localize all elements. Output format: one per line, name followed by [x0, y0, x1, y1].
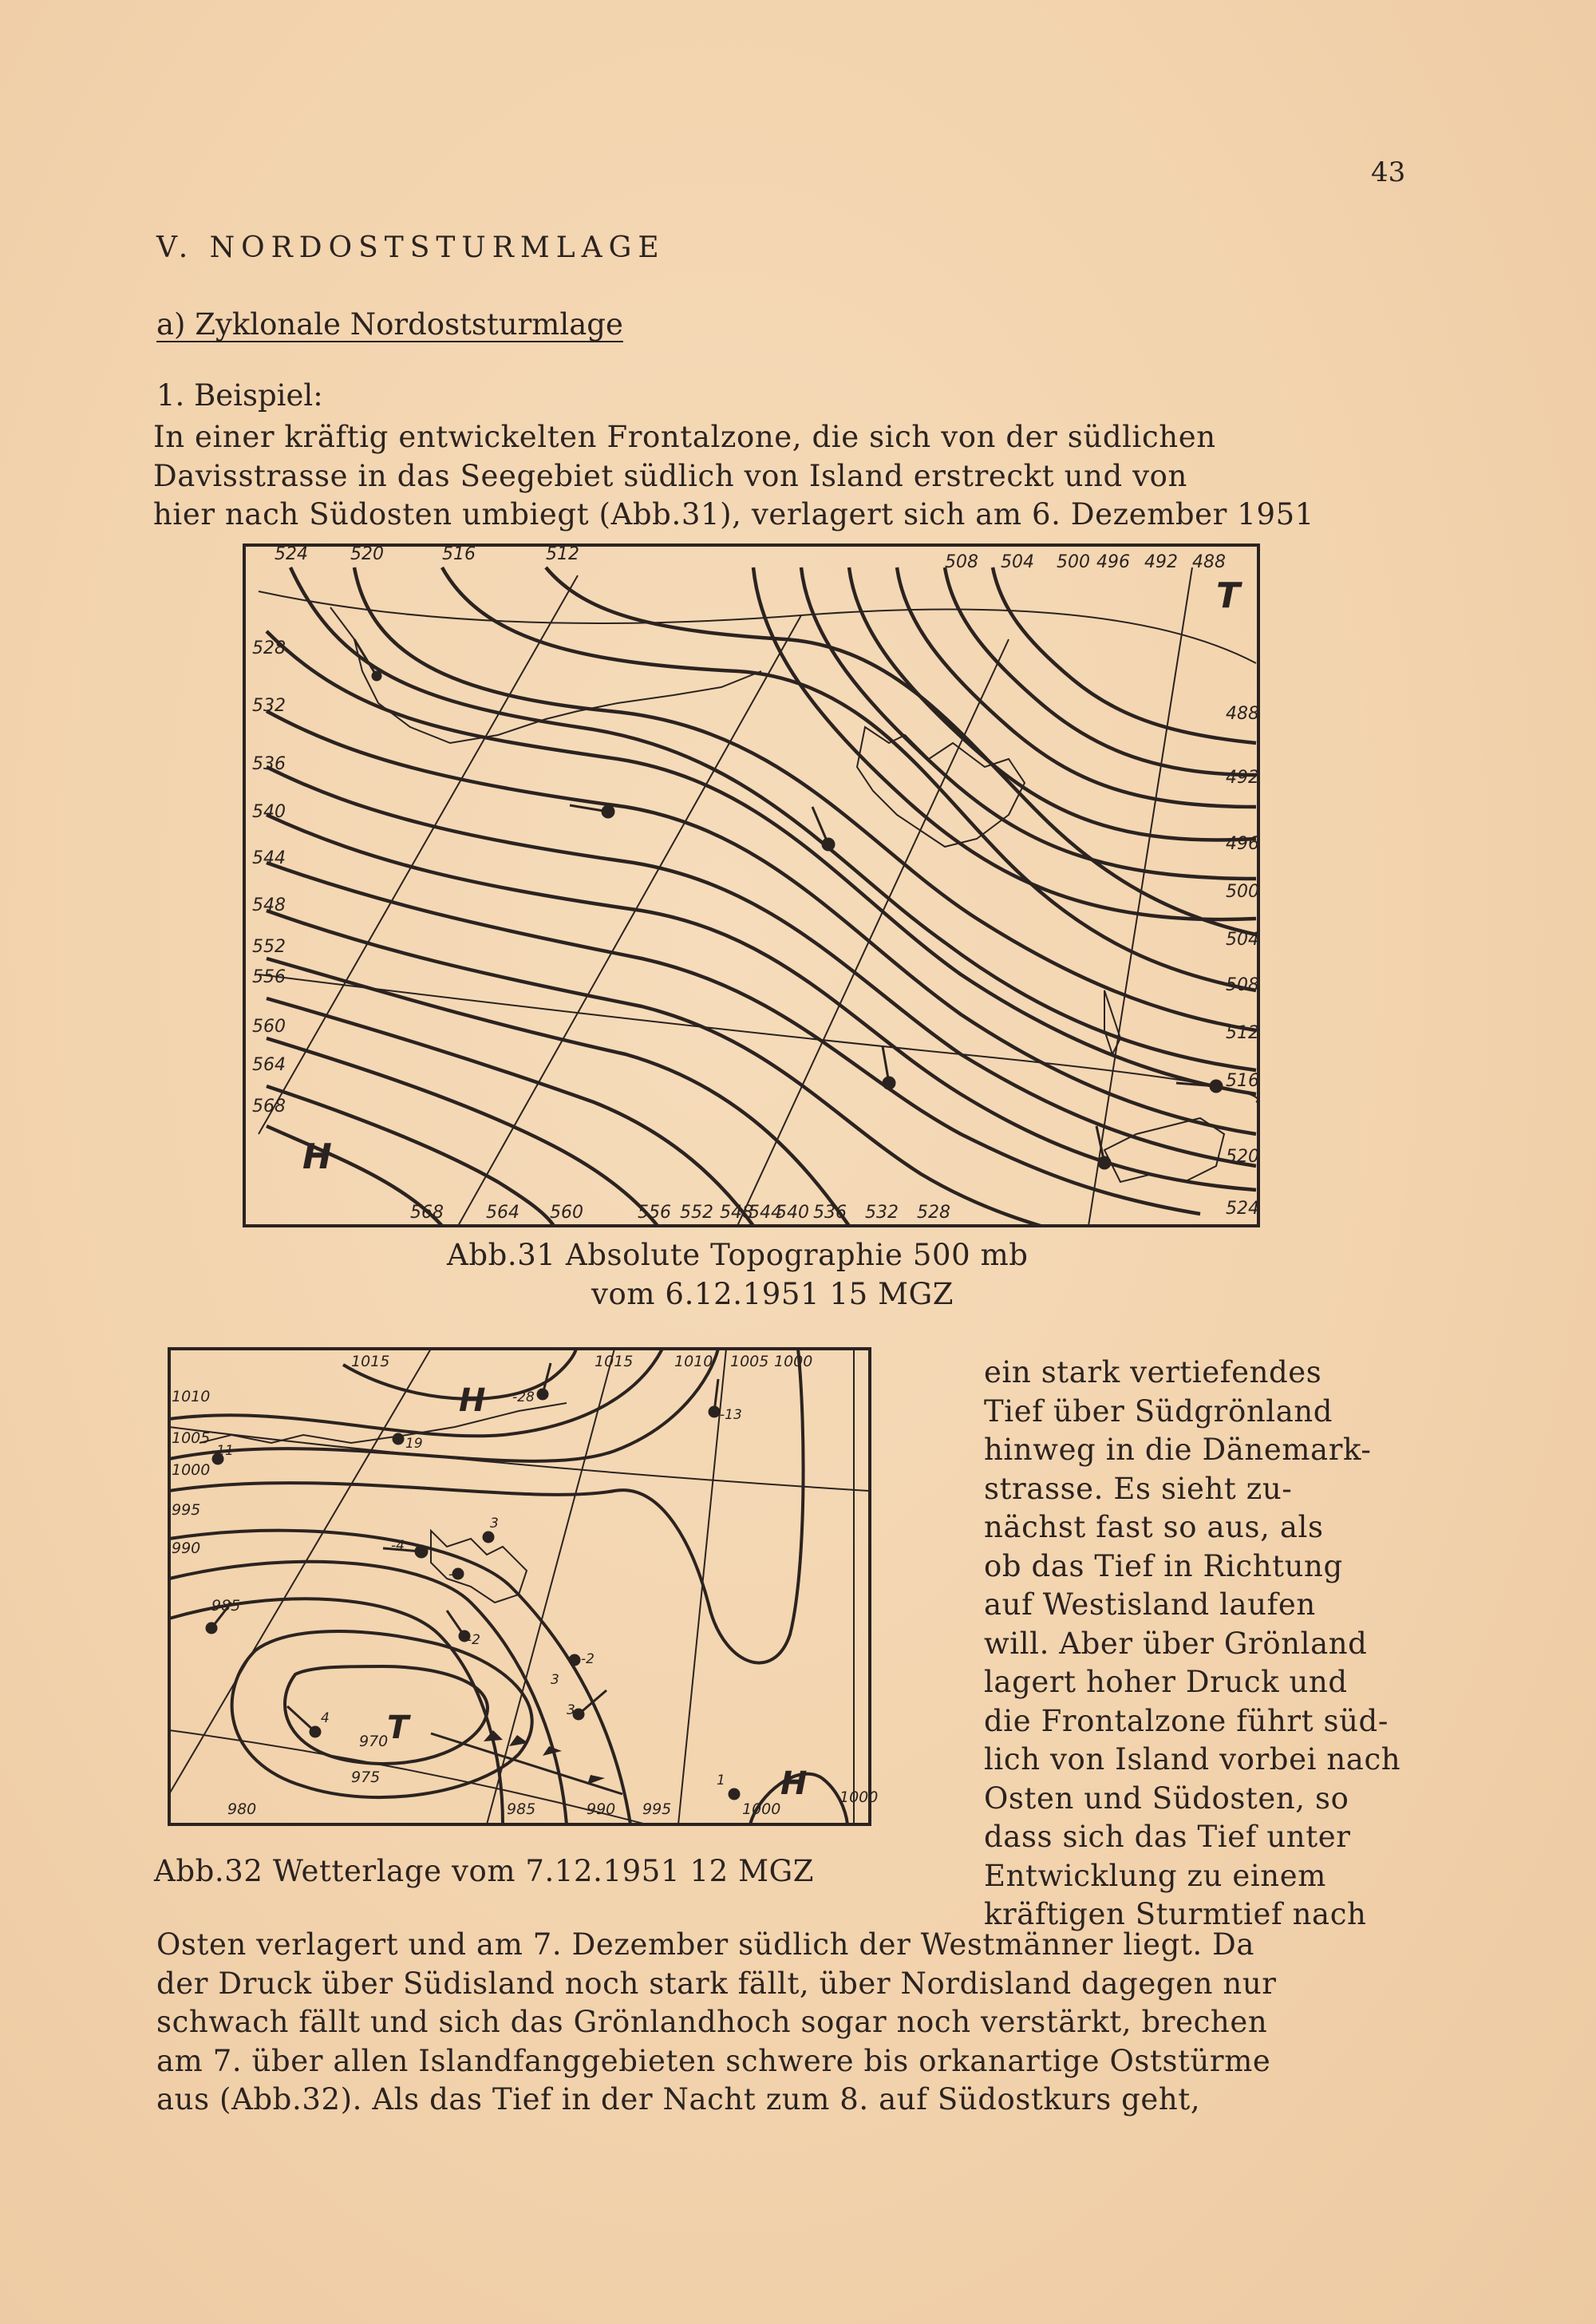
fig32-isobar-label: 1000	[172, 1461, 211, 1479]
fig31-contour-label: 528	[917, 1203, 950, 1223]
paragraph-2-line: auf Westisland laufen	[984, 1587, 1316, 1622]
fig32-isobar-label: 975	[351, 1769, 381, 1786]
fig32-isobar-label: 1005	[730, 1353, 769, 1370]
fig32-isobar-label: 1010	[172, 1388, 211, 1405]
fig31-contour-label: 492	[1144, 552, 1178, 572]
fig32-isobar-label: 1015	[351, 1353, 390, 1370]
fig31-contour-label: 508	[945, 552, 978, 572]
fig31-contour-label: 568	[252, 1097, 286, 1117]
fig32-isobar-label: 1010	[674, 1353, 713, 1370]
fig31-contour-label: 516	[442, 544, 476, 564]
fig32-isobar-label: 980	[227, 1800, 257, 1818]
figure-31-map	[243, 543, 1260, 1227]
fig31-contour-label: 500	[1226, 882, 1259, 902]
fig31-contour-label: 520	[350, 544, 384, 564]
paragraph-2-line: will. Aber über Grönland	[984, 1626, 1368, 1661]
fig32-high-label-south: H	[780, 1765, 808, 1802]
figure-31-caption-line-1: Abb.31 Absolute Topographie 500 mb	[447, 1238, 1029, 1272]
fig32-isobar-label: 995	[172, 1501, 201, 1519]
fig32-isobar-label: 990	[587, 1800, 616, 1818]
fig31-contour-label: 512	[1226, 1023, 1259, 1043]
fig32-station-value: 3	[567, 1702, 575, 1718]
fig32-station-value: -4	[448, 1567, 462, 1583]
fig32-high-label-north: H	[459, 1382, 486, 1419]
fig31-contour-label: 512	[546, 544, 579, 564]
fig31-high-label: H	[302, 1136, 332, 1177]
fig31-contour-label: 516	[1226, 1071, 1259, 1091]
fig31-contour-label: 524	[275, 544, 308, 564]
fig31-contour-label: 552	[680, 1203, 713, 1223]
paragraph-2-line: hinweg in die Dänemark-	[984, 1433, 1372, 1467]
section-title-text: a) Zyklonale Nordoststurmlage	[156, 307, 623, 342]
fig31-contour-label: 564	[252, 1055, 286, 1075]
fig32-station-value: 19	[405, 1436, 423, 1452]
paragraph-2-line: nächst fast so aus, als	[984, 1510, 1324, 1544]
fig31-contour-label: 496	[1096, 552, 1130, 572]
paragraph-2-line: ob das Tief in Richtung	[984, 1548, 1343, 1583]
paragraph-2-line: dass sich das Tief unter	[984, 1820, 1351, 1854]
paragraph-2-line: kräftigen Sturmtief nach	[984, 1897, 1367, 1931]
fig31-contour-label: 504	[1226, 930, 1259, 950]
fig32-isobar-label: 1005	[172, 1429, 211, 1447]
fig31-low-label: T	[1216, 575, 1241, 616]
fig32-low-label: T	[387, 1709, 409, 1746]
fig32-isobar-label: 985	[507, 1800, 536, 1818]
paragraph-2-line: ein stark vertiefendes	[984, 1355, 1322, 1389]
fig31-contour-label: 504	[1001, 552, 1034, 572]
paragraph-1-line: Davisstrasse in das Seegebiet südlich von Island erstreckt und von	[153, 458, 1187, 493]
paragraph-1	[153, 418, 1430, 535]
fig32-station-value: -13	[720, 1407, 742, 1423]
fig31-contour-label: 528	[252, 638, 286, 658]
figure-31-caption-line-2: vom 6.12.1951 15 MGZ	[591, 1277, 954, 1311]
fig31-contour-label: 520	[1226, 1147, 1259, 1167]
paragraph-3-line: am 7. über allen Islandfanggebieten schwere bis orkanartige Oststürme	[156, 2043, 1271, 2078]
fig31-contour-label: 556	[638, 1203, 671, 1223]
fig31-contour-label: 488	[1226, 704, 1259, 724]
paragraph-2-line: Entwicklung zu einem	[984, 1858, 1326, 1893]
paragraph-2-line: Osten und Südosten, so	[984, 1781, 1349, 1816]
fig31-contour-label: 548	[720, 1203, 753, 1223]
fig32-station-value: -4	[391, 1538, 405, 1554]
fig32-station-value: 3	[490, 1516, 499, 1532]
fig31-contour-label: 492	[1226, 768, 1259, 788]
fig31-contour-label: 536	[252, 754, 286, 774]
paragraph-1-line: In einer kräftig entwickelten Frontalzone, die sich von der südlichen	[153, 420, 1216, 454]
fig32-isobar-label: 1000	[774, 1353, 813, 1370]
fig31-contour-label: 560	[550, 1203, 583, 1223]
paragraph-3	[156, 1926, 1433, 2120]
fig31-contour-label: 568	[410, 1203, 444, 1223]
fig31-contour-label: 564	[486, 1203, 519, 1223]
fig32-isobar-label: 995	[642, 1800, 672, 1818]
fig31-contour-label: 488	[1192, 552, 1226, 572]
fig31-contour-label: 556	[252, 967, 286, 987]
fig32-station-value: -28	[512, 1389, 535, 1405]
paragraph-2-line: strasse. Es sieht zu-	[984, 1471, 1293, 1506]
fig31-contour-label: 536	[813, 1203, 847, 1223]
fig31-contour-label: 540	[776, 1203, 809, 1223]
paragraph-2-line: lich von Island vorbei nach	[984, 1742, 1401, 1777]
paragraph-3-line: schwach fällt und sich das Grönlandhoch sogar noch verstärkt, brechen	[156, 2005, 1268, 2039]
fig32-isobar-label: 990	[172, 1539, 201, 1557]
paragraph-2	[984, 1354, 1447, 1935]
fig31-contour-label: 540	[252, 802, 286, 822]
fig32-isobar-label: 1015	[595, 1353, 634, 1370]
example-label: 1. Beispiel:	[156, 378, 323, 413]
fig31-contour-label: 560	[252, 1017, 286, 1037]
paragraph-3-line: der Druck über Südisland noch stark fällt, über Nordisland dagegen nur	[156, 1966, 1277, 2001]
chapter-title: V. NORDOSTSTURMLAGE	[156, 231, 666, 264]
fig32-isobar-label: 1000	[839, 1788, 879, 1806]
paragraph-2-line: die Frontalzone führt süd-	[984, 1703, 1389, 1738]
fig32-station-value: 3	[551, 1672, 559, 1688]
fig32-station-value: -2	[581, 1651, 595, 1667]
fig31-contour-label: 552	[252, 937, 286, 957]
paragraph-3-line: aus (Abb.32). Als das Tief in der Nacht zum 8. auf Südostkurs geht,	[156, 2082, 1201, 2116]
figure-32-map	[168, 1347, 879, 1826]
fig31-contour-label: 508	[1226, 975, 1259, 995]
fig31-contour-label: 496	[1226, 834, 1259, 854]
fig31-contour-label: 500	[1057, 552, 1090, 572]
fig31-contour-label: 532	[865, 1203, 899, 1223]
paragraph-2-line: Tief über Südgrönland	[984, 1393, 1333, 1429]
fig32-station-value: -2	[467, 1632, 480, 1648]
fig31-contour-label: 544	[749, 1203, 782, 1223]
paragraph-3-line: Osten verlagert und am 7. Dezember südlich der Westmänner liegt. Da	[156, 1927, 1255, 1962]
figure-32-caption: Abb.32 Wetterlage vom 7.12.1951 12 MGZ	[154, 1854, 815, 1888]
fig31-contour-label: 532	[252, 696, 286, 716]
fig32-station-value: -11	[211, 1443, 234, 1459]
paragraph-2-line: lagert hoher Druck und	[984, 1665, 1348, 1699]
fig32-station-value: 4	[321, 1710, 330, 1726]
page-number: 43	[1371, 156, 1406, 188]
fig32-isobar-label: 1000	[742, 1800, 781, 1818]
fig31-contour-label: 524	[1226, 1199, 1259, 1219]
fig32-station-value: 1	[717, 1773, 725, 1788]
fig32-isobar-label: 970	[359, 1733, 389, 1750]
fig31-contour-label: 544	[252, 848, 286, 868]
section-title	[156, 307, 623, 342]
fig31-contour-label: 548	[252, 895, 286, 915]
paragraph-1-line: hier nach Südosten umbiegt (Abb.31), verlagert sich am 6. Dezember 1951	[153, 497, 1314, 532]
fig32-isobar-label: 985	[211, 1597, 241, 1615]
